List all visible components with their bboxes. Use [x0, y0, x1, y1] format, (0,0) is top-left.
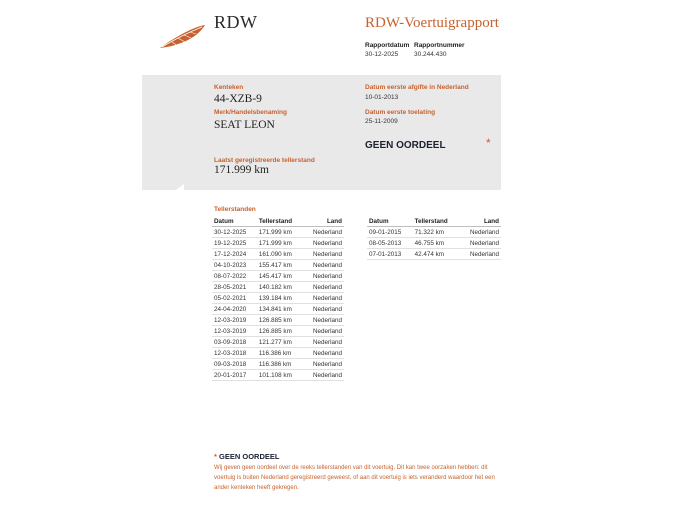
- eerste-toelating-value: 25-11-2009: [365, 118, 398, 125]
- col-datum: Datum: [367, 216, 413, 227]
- tellerstanden-title: Tellerstanden: [214, 206, 256, 213]
- table-row: [367, 227, 501, 238]
- teller-label: Laatst geregistreerde tellerstand: [214, 157, 315, 164]
- merk-label: Merk/Handelsbenaming: [214, 109, 287, 116]
- cell-land: Nederland: [303, 370, 344, 381]
- cell-datum: 09-03-2018: [212, 359, 257, 370]
- kenteken-value: 44-XZB-9: [214, 93, 262, 105]
- cell-tellerstand: 155.417 km: [257, 260, 303, 271]
- vehicle-summary-panel: [142, 75, 501, 190]
- cell-tellerstand: 121.277 km: [257, 337, 303, 348]
- cell-datum: 08-05-2013: [367, 238, 413, 249]
- cell-tellerstand: 101.108 km: [257, 370, 303, 381]
- cell-datum: 09-01-2015: [367, 227, 413, 238]
- cell-land: Nederland: [303, 271, 344, 282]
- cell-land: Nederland: [303, 238, 344, 249]
- table-row: [212, 260, 344, 271]
- table-header-row: [212, 216, 344, 227]
- cell-datum: 12-03-2019: [212, 315, 257, 326]
- tellerstanden-table-right: [367, 216, 501, 260]
- oordeel-footnote-marker: *: [486, 136, 491, 150]
- cell-datum: 19-12-2025: [212, 238, 257, 249]
- meta-rapportdatum: [365, 41, 409, 59]
- cell-tellerstand: 171.999 km: [257, 227, 303, 238]
- table-row: [367, 249, 501, 260]
- table-row: [212, 293, 344, 304]
- cell-land: Nederland: [303, 337, 344, 348]
- cell-land: Nederland: [459, 249, 501, 260]
- table-row: [212, 348, 344, 359]
- cell-datum: 03-09-2018: [212, 337, 257, 348]
- cell-datum: 12-03-2018: [212, 348, 257, 359]
- table-row: [212, 282, 344, 293]
- cell-land: Nederland: [459, 227, 501, 238]
- table-row: [212, 271, 344, 282]
- table-row: [212, 315, 344, 326]
- cell-land: Nederland: [303, 315, 344, 326]
- cell-datum: 24-04-2020: [212, 304, 257, 315]
- cell-datum: 28-05-2021: [212, 282, 257, 293]
- teller-value: 171.999 km: [214, 164, 269, 176]
- footnote-marker: *: [214, 452, 217, 461]
- report-title: RDW-Voertuigrapport: [365, 15, 499, 31]
- cell-datum: 04-10-2023: [212, 260, 257, 271]
- cell-land: Nederland: [303, 304, 344, 315]
- cell-tellerstand: 139.184 km: [257, 293, 303, 304]
- table-row: [212, 359, 344, 370]
- cell-datum: 17-12-2024: [212, 249, 257, 260]
- cell-tellerstand: 126.885 km: [257, 315, 303, 326]
- tellerstanden-table-left: [212, 216, 344, 381]
- col-datum: Datum: [212, 216, 257, 227]
- col-tellerstand: Tellerstand: [257, 216, 303, 227]
- cell-tellerstand: 171.999 km: [257, 238, 303, 249]
- meta-value: 30.244.430: [414, 51, 447, 58]
- footnote-title: [214, 452, 279, 461]
- cell-tellerstand: 145.417 km: [257, 271, 303, 282]
- table-row: [212, 370, 344, 381]
- cell-land: Nederland: [303, 293, 344, 304]
- cell-datum: 30-12-2025: [212, 227, 257, 238]
- cell-tellerstand: 116.386 km: [257, 348, 303, 359]
- panel-notch: [176, 184, 184, 190]
- cell-land: Nederland: [459, 238, 501, 249]
- footnote-text: Wij geven geen oordeel over de reeks tellerstanden van dit voertuig. Dit kan twee oorzaken hebben: dit voertuig is buiten Nederland geregistreerd geweest, of aan dit voertuig is iets veranderd waardoor het een ander kenteken heeft gekregen.: [214, 465, 495, 491]
- cell-tellerstand: 116.386 km: [257, 359, 303, 370]
- table-header-row: [367, 216, 501, 227]
- cell-datum: 20-01-2017: [212, 370, 257, 381]
- meta-rapportnummer: [414, 41, 465, 59]
- cell-tellerstand: 140.182 km: [257, 282, 303, 293]
- table-row: [212, 227, 344, 238]
- cell-land: Nederland: [303, 260, 344, 271]
- cell-tellerstand: 71.322 km: [413, 227, 460, 238]
- cell-land: Nederland: [303, 227, 344, 238]
- col-land: Land: [459, 216, 501, 227]
- cell-datum: 08-07-2022: [212, 271, 257, 282]
- brand-name: RDW: [214, 12, 258, 32]
- cell-land: Nederland: [303, 326, 344, 337]
- cell-land: Nederland: [303, 282, 344, 293]
- table-row: [212, 337, 344, 348]
- col-tellerstand: Tellerstand: [413, 216, 460, 227]
- table-row: [212, 326, 344, 337]
- cell-tellerstand: 134.841 km: [257, 304, 303, 315]
- cell-tellerstand: 46.755 km: [413, 238, 460, 249]
- eerste-afgifte-label: Datum eerste afgifte in Nederland: [365, 84, 469, 91]
- cell-land: Nederland: [303, 359, 344, 370]
- eerste-afgifte-value: 10-01-2013: [365, 94, 399, 101]
- table-row: [212, 249, 344, 260]
- cell-tellerstand: 42.474 km: [413, 249, 460, 260]
- rdw-feather-logo-icon: [158, 22, 206, 50]
- table-row: [212, 238, 344, 249]
- meta-value: 30-12-2025: [365, 51, 399, 58]
- kenteken-label: Kenteken: [214, 84, 244, 91]
- table-row: [212, 304, 344, 315]
- footnote-heading: GEEN OORDEEL: [219, 452, 280, 461]
- meta-label: Rapportnummer: [414, 42, 465, 49]
- col-land: Land: [303, 216, 344, 227]
- cell-land: Nederland: [303, 348, 344, 359]
- cell-datum: 05-02-2021: [212, 293, 257, 304]
- merk-value: SEAT LEON: [214, 119, 275, 131]
- cell-datum: 12-03-2019: [212, 326, 257, 337]
- oordeel-status: GEEN OORDEEL: [365, 140, 446, 151]
- cell-datum: 07-01-2013: [367, 249, 413, 260]
- cell-land: Nederland: [303, 249, 344, 260]
- eerste-toelating-label: Datum eerste toelating: [365, 109, 436, 116]
- cell-tellerstand: 126.885 km: [257, 326, 303, 337]
- cell-tellerstand: 161.090 km: [257, 249, 303, 260]
- meta-label: Rapportdatum: [365, 42, 410, 49]
- table-row: [367, 238, 501, 249]
